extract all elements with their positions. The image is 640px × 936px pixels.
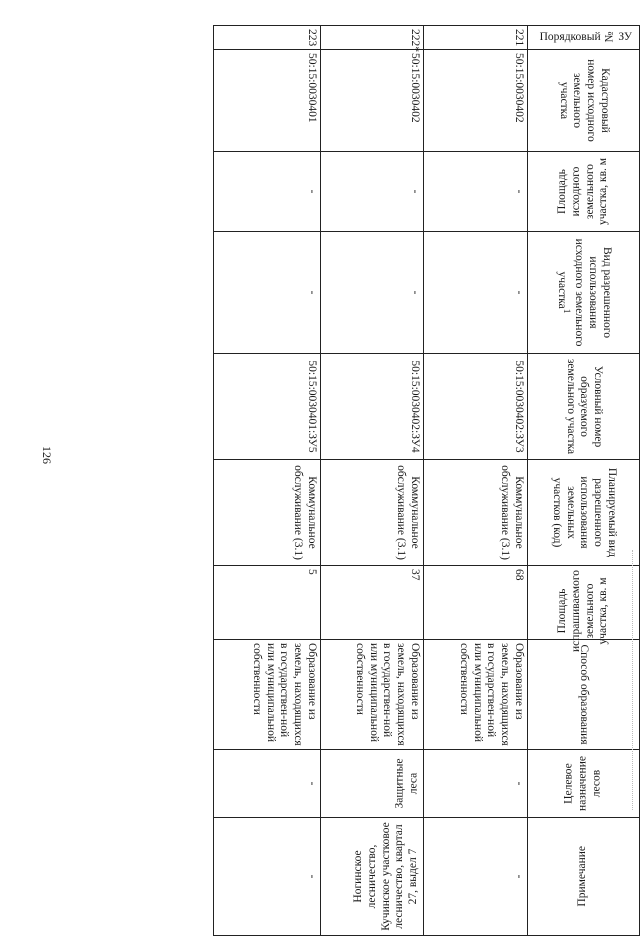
cell-note: - bbox=[214, 818, 321, 936]
header-area-plan-text: Площадь испрашиваемого земельного участка, кв. м bbox=[555, 569, 610, 652]
header-vri-src bbox=[528, 232, 640, 354]
cell-area-plan: 68 bbox=[424, 566, 528, 640]
cell-note: - bbox=[424, 818, 528, 936]
header-cad-src: Кадастровый номер исходного земельного участка bbox=[528, 50, 640, 152]
cell-cond-num: 50:15:0030402:ЗУ4 bbox=[321, 354, 424, 460]
header-note-text: Примечание bbox=[576, 846, 589, 907]
cell-area-plan: 37 bbox=[321, 566, 424, 640]
cell-cad-src: 50:15:0030402 bbox=[424, 50, 528, 152]
cell-num: 223 bbox=[214, 26, 321, 50]
cell-method: Образование из земель, находящихся в государствен-ной или муниципальной собственности bbox=[321, 640, 424, 750]
cell-forest: - bbox=[214, 750, 321, 818]
cell-vri-src: - bbox=[424, 232, 528, 354]
header-vri-src-footnote: 1 bbox=[560, 308, 572, 314]
cell-method: Образование из земель, находящихся в государствен-ной или муниципальной собственности bbox=[424, 640, 528, 750]
header-vri-plan: Планируемый вид разрешенного использования земельных участков (код) bbox=[528, 460, 640, 566]
cell-forest-text: Защитные леса bbox=[393, 758, 420, 809]
cell-area-src: - bbox=[321, 152, 424, 232]
header-note bbox=[528, 818, 640, 936]
cell-vri-src: - bbox=[321, 232, 424, 354]
cell-area-src: - bbox=[214, 152, 321, 232]
header-vri-src-text: Вид разрешенного использования исходного земельного участка bbox=[555, 238, 614, 347]
cell-cond-num: 50:15:0030401:ЗУ5 bbox=[214, 354, 321, 460]
cell-note-text: Ногинское лесничество, Кучинское участковое лесничество, квартал 27, выдел 7 bbox=[352, 822, 420, 931]
cell-num: 222* bbox=[321, 26, 424, 50]
cell-cad-src: 50:15:0030402 bbox=[321, 50, 424, 152]
cell-vri-src: - bbox=[214, 232, 321, 354]
table-row bbox=[214, 26, 321, 936]
header-area-src-text: Площадь исходного земельного участка, кв. м bbox=[555, 157, 610, 226]
cell-note bbox=[321, 818, 424, 936]
table-header-row bbox=[528, 26, 640, 936]
header-area-plan bbox=[528, 566, 640, 652]
cell-method: Образование из земель, находящихся в государствен-ной или муниципальной собственности bbox=[214, 640, 321, 750]
land-plot-table bbox=[213, 25, 640, 936]
header-forest-text: Целевое назначение лесов bbox=[562, 756, 603, 811]
cell-num: 221 bbox=[424, 26, 528, 50]
header-cond-num: Условный номер образуемого земельного участка bbox=[528, 354, 640, 460]
header-method: Способ образования bbox=[528, 640, 640, 750]
cell-vri-plan: Коммунальное обслуживание (3.1) bbox=[321, 460, 424, 566]
table-row bbox=[424, 26, 528, 936]
scan-artifact-line bbox=[632, 550, 637, 810]
cell-forest bbox=[321, 750, 424, 818]
cell-area-plan: 5 bbox=[214, 566, 321, 640]
header-area-src bbox=[528, 152, 640, 232]
table-rotor bbox=[60, 25, 640, 931]
table-row bbox=[321, 26, 424, 936]
cell-vri-plan: Коммунальное обслуживание (3.1) bbox=[214, 460, 321, 566]
page-number: 126 bbox=[40, 446, 54, 464]
cell-cad-src: 50:15:0030401 bbox=[214, 50, 321, 152]
cell-area-src: - bbox=[424, 152, 528, 232]
header-num-text: Порядковый № ЗУ bbox=[539, 30, 633, 43]
header-forest bbox=[528, 750, 640, 818]
header-num bbox=[528, 26, 640, 50]
cell-vri-plan: Коммунальное обслуживание (3.1) bbox=[424, 460, 528, 566]
cell-forest: - bbox=[424, 750, 528, 818]
rotated-page bbox=[60, 25, 640, 931]
cell-cond-num: 50:15:0030402:ЗУ3 bbox=[424, 354, 528, 460]
